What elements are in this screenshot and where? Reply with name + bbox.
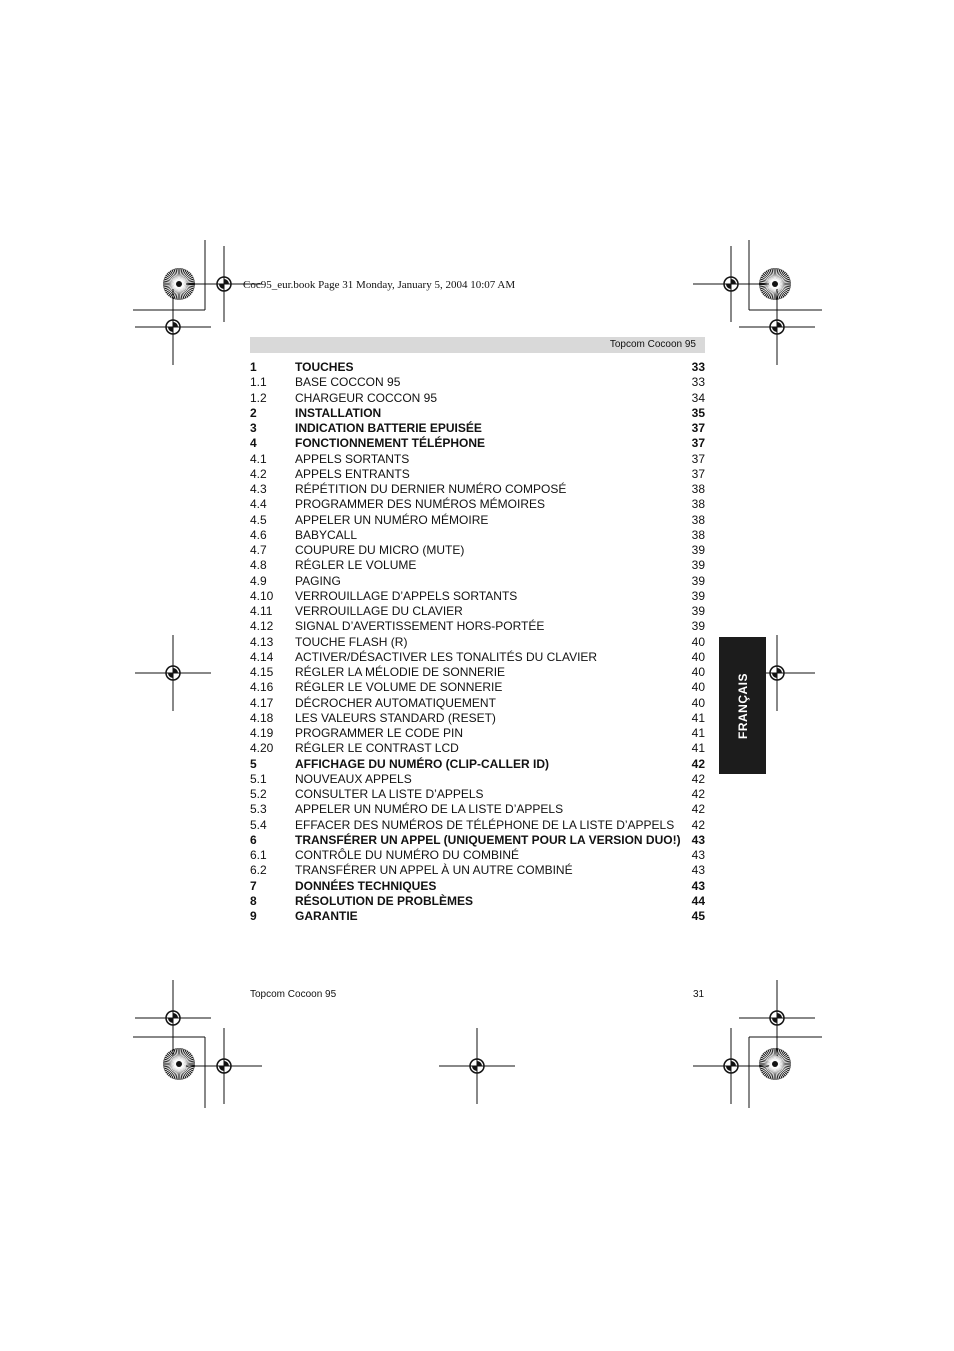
toc-entry-page: 41 bbox=[691, 726, 705, 740]
crosshair-mark bbox=[739, 980, 815, 1056]
toc-entry-title: APPELER UN NUMÉRO MÉMOIRE bbox=[295, 512, 489, 527]
toc-entry[interactable] bbox=[250, 650, 705, 665]
toc-entry-title: DONNÉES TECHNIQUES bbox=[295, 878, 437, 893]
toc-entry[interactable] bbox=[250, 635, 705, 650]
toc-entry-page: 37 bbox=[691, 436, 705, 451]
toc-entry-page: 34 bbox=[691, 390, 705, 405]
toc-entry-page: 37 bbox=[691, 451, 705, 466]
toc-entry-number: 4.2 bbox=[250, 466, 267, 481]
toc-entry-number: 1.1 bbox=[250, 375, 267, 390]
toc-entry-page: 43 bbox=[691, 878, 705, 893]
toc-entry[interactable] bbox=[250, 467, 705, 482]
starburst-mark bbox=[759, 1048, 791, 1080]
toc-entry-number: 4.3 bbox=[250, 482, 267, 496]
toc-entry-title: PAGING bbox=[295, 573, 341, 588]
toc-entry-number: 2 bbox=[250, 405, 257, 420]
toc-entry-number: 5 bbox=[250, 756, 257, 771]
toc-entry-number: 4.5 bbox=[250, 512, 267, 527]
toc-entry-title: RÉGLER LE CONTRAST LCD bbox=[295, 741, 459, 756]
crosshair-mark bbox=[186, 1028, 262, 1104]
toc-entry-number: 8 bbox=[250, 893, 257, 908]
toc-entry[interactable] bbox=[250, 604, 705, 619]
toc-entry-number: 4.15 bbox=[250, 665, 274, 679]
toc-entry-page: 38 bbox=[691, 482, 705, 496]
toc-entry-title: TRANSFÉRER UN APPEL À UN AUTRE COMBINÉ bbox=[295, 863, 573, 878]
toc-entry[interactable] bbox=[250, 757, 705, 772]
toc-entry[interactable] bbox=[250, 482, 705, 497]
running-header bbox=[250, 337, 705, 353]
toc-entry-page: 38 bbox=[691, 527, 705, 542]
toc-entry-number: 6 bbox=[250, 832, 257, 847]
toc-entry-number: 4.4 bbox=[250, 497, 267, 512]
toc-entry[interactable] bbox=[250, 619, 705, 634]
toc-entry-title: RÉGLER LE VOLUME bbox=[295, 558, 417, 573]
toc-entry-page: 37 bbox=[691, 421, 705, 435]
toc-entry-page: 39 bbox=[691, 543, 705, 557]
toc-entry-number: 7 bbox=[250, 878, 257, 893]
toc-entry-page: 42 bbox=[691, 787, 705, 801]
toc-entry[interactable] bbox=[250, 909, 705, 924]
toc-entry-number: 4.10 bbox=[250, 588, 274, 603]
footer-page-number: 31 bbox=[693, 989, 705, 1000]
crosshair-mark bbox=[135, 635, 211, 711]
toc-entry[interactable] bbox=[250, 574, 705, 589]
toc-entry-title: TOUCHE FLASH (R) bbox=[295, 634, 408, 649]
crosshair-mark bbox=[135, 289, 211, 365]
toc-entry[interactable] bbox=[250, 696, 705, 711]
toc-entry[interactable] bbox=[250, 863, 705, 878]
toc-entry-title: SIGNAL D’AVERTISSEMENT HORS-PORTÉE bbox=[295, 619, 545, 634]
toc-entry[interactable] bbox=[250, 513, 705, 528]
toc-entry-number: 4.6 bbox=[250, 527, 267, 542]
toc-entry-title: RÉGLER LA MÉLODIE DE SONNERIE bbox=[295, 665, 506, 679]
toc-entry-number: 5.2 bbox=[250, 787, 267, 801]
language-tab bbox=[719, 637, 766, 774]
toc-entry-page: 43 bbox=[691, 832, 705, 847]
toc-entry[interactable] bbox=[250, 818, 705, 833]
toc-entry-number: 5.1 bbox=[250, 771, 267, 786]
toc-entry-number: 1 bbox=[250, 360, 257, 374]
toc-entry-title: PROGRAMMER DES NUMÉROS MÉMOIRES bbox=[295, 497, 546, 512]
toc-entry-title: VERROUILLAGE D’APPELS SORTANTS bbox=[295, 588, 518, 603]
footer-product-name: Topcom Cocoon 95 bbox=[250, 989, 337, 1000]
toc-entry-number: 4.14 bbox=[250, 649, 274, 664]
toc-entry-number: 5.4 bbox=[250, 817, 267, 832]
toc-entry-title: FONCTIONNEMENT TÉLÉPHONE bbox=[295, 436, 486, 451]
toc-entry-page: 42 bbox=[691, 817, 705, 832]
crosshair-mark bbox=[135, 980, 211, 1056]
toc-entry-page: 38 bbox=[691, 512, 705, 527]
toc-entry-title: COUPURE DU MICRO (MUTE) bbox=[295, 543, 465, 557]
header-product-name: Topcom Cocoon 95 bbox=[609, 339, 696, 350]
toc-entry[interactable] bbox=[250, 848, 705, 863]
toc-entry[interactable] bbox=[250, 726, 705, 741]
crosshair-mark bbox=[439, 1028, 515, 1104]
toc-entry-title: BABYCALL bbox=[295, 527, 358, 542]
crosshair-mark bbox=[739, 289, 815, 365]
toc-entry-page: 40 bbox=[691, 634, 705, 649]
toc-entry-number: 9 bbox=[250, 909, 257, 923]
toc-entry-page: 39 bbox=[691, 604, 705, 618]
toc-entry-page: 40 bbox=[691, 649, 705, 664]
toc-entry-title: APPELS ENTRANTS bbox=[295, 466, 410, 481]
toc-entry-title: RÉSOLUTION DE PROBLÈMES bbox=[295, 893, 474, 908]
toc-entry-page: 35 bbox=[691, 405, 705, 420]
toc-entry[interactable] bbox=[250, 543, 705, 558]
toc-entry-title: APPELER UN NUMÉRO DE LA LISTE D’APPELS bbox=[295, 802, 564, 817]
toc-entry-title: LES VALEURS STANDARD (RESET) bbox=[295, 710, 496, 725]
toc-entry-number: 4.16 bbox=[250, 680, 274, 695]
toc-entry-page: 40 bbox=[691, 680, 705, 695]
toc-entry-title: INSTALLATION bbox=[295, 405, 382, 420]
print-info-line: Coc95_eur.book Page 31 Monday, January 5, 2004 10:07 AM bbox=[243, 279, 516, 291]
toc-entry-title: GARANTIE bbox=[295, 909, 358, 923]
toc-entry-title: TRANSFÉRER UN APPEL (UNIQUEMENT POUR LA VERSION DUO!) bbox=[295, 832, 681, 847]
toc-entry-page: 41 bbox=[691, 741, 705, 756]
toc-entry-page: 43 bbox=[691, 863, 705, 878]
crosshair-mark bbox=[693, 246, 769, 322]
toc-entry-title: ACTIVER/DÉSACTIVER LES TONALITÉS DU CLAVIER bbox=[295, 649, 598, 664]
toc-entry[interactable] bbox=[250, 375, 705, 390]
toc-entry-number: 4.7 bbox=[250, 543, 267, 557]
toc-entry-number: 1.2 bbox=[250, 390, 267, 405]
toc-entry-page: 41 bbox=[691, 710, 705, 725]
toc-entry[interactable] bbox=[250, 680, 705, 695]
toc-entry[interactable] bbox=[250, 833, 705, 848]
toc-entry-title: CONTRÔLE DU NUMÉRO DU COMBINÉ bbox=[295, 848, 520, 862]
toc-entry-number: 5.3 bbox=[250, 802, 267, 817]
starburst-mark bbox=[163, 1048, 195, 1080]
toc-entry-page: 43 bbox=[691, 848, 705, 862]
toc-entry-number: 4.9 bbox=[250, 573, 267, 588]
toc-entry-number: 4.13 bbox=[250, 634, 274, 649]
toc-entry-title: APPELS SORTANTS bbox=[295, 451, 410, 466]
toc-entry-number: 4.11 bbox=[250, 604, 273, 618]
toc-entry-number: 4.8 bbox=[250, 558, 267, 573]
toc-entry-number: 4.19 bbox=[250, 726, 274, 740]
toc-entry[interactable] bbox=[250, 452, 705, 467]
language-tab-label: FRANÇAIS bbox=[735, 672, 750, 739]
toc-entry-title: RÉPÉTITION DU DERNIER NUMÉRO COMPOSÉ bbox=[295, 482, 567, 496]
toc-entry-page: 33 bbox=[691, 360, 705, 374]
toc-entry[interactable] bbox=[250, 406, 705, 421]
toc-entry[interactable] bbox=[250, 711, 705, 726]
toc-entry[interactable] bbox=[250, 802, 705, 817]
toc-entry[interactable] bbox=[250, 894, 705, 909]
toc-entry-page: 42 bbox=[691, 756, 705, 771]
toc-entry-title: VERROUILLAGE DU CLAVIER bbox=[295, 604, 463, 618]
toc-entry[interactable] bbox=[250, 497, 705, 512]
toc-entry-number: 4.17 bbox=[250, 695, 274, 710]
toc-entry-page: 40 bbox=[691, 665, 705, 679]
table-of-contents bbox=[250, 360, 705, 924]
toc-entry-number: 4 bbox=[250, 436, 257, 451]
toc-entry-page: 45 bbox=[691, 909, 705, 923]
toc-entry-title: AFFICHAGE DU NUMÉRO (CLIP-CALLER ID) bbox=[295, 756, 549, 771]
toc-entry-title: NOUVEAUX APPELS bbox=[295, 771, 412, 786]
toc-entry[interactable] bbox=[250, 360, 705, 375]
toc-entry-title: BASE COCCON 95 bbox=[295, 375, 401, 390]
toc-entry[interactable] bbox=[250, 589, 705, 604]
toc-entry[interactable] bbox=[250, 436, 705, 451]
toc-entry[interactable] bbox=[250, 391, 705, 406]
toc-entry-page: 40 bbox=[691, 695, 705, 710]
toc-entry-number: 4.12 bbox=[250, 619, 274, 634]
toc-entry[interactable] bbox=[250, 421, 705, 436]
toc-entry-page: 42 bbox=[691, 771, 705, 786]
toc-entry-title: DÉCROCHER AUTOMATIQUEMENT bbox=[295, 695, 496, 710]
toc-entry[interactable] bbox=[250, 787, 705, 802]
toc-entry-title: RÉGLER LE VOLUME DE SONNERIE bbox=[295, 680, 503, 695]
toc-entry-title: INDICATION BATTERIE EPUISÉE bbox=[295, 421, 482, 435]
toc-entry-title: TOUCHES bbox=[295, 360, 354, 374]
toc-entry[interactable] bbox=[250, 772, 705, 787]
toc-entry-number: 6.2 bbox=[250, 863, 267, 878]
toc-entry[interactable] bbox=[250, 528, 705, 543]
toc-entry-title: CONSULTER LA LISTE D’APPELS bbox=[295, 787, 484, 801]
toc-entry[interactable] bbox=[250, 665, 705, 680]
toc-entry-number: 4.18 bbox=[250, 710, 274, 725]
toc-entry[interactable] bbox=[250, 741, 705, 756]
toc-entry-page: 39 bbox=[691, 573, 705, 588]
toc-entry-page: 42 bbox=[691, 802, 705, 817]
toc-entry[interactable] bbox=[250, 879, 705, 894]
toc-entry-page: 39 bbox=[691, 558, 705, 573]
toc-entry-page: 39 bbox=[691, 619, 705, 634]
toc-entry-page: 38 bbox=[691, 497, 705, 512]
toc-entry-title: EFFACER DES NUMÉROS DE TÉLÉPHONE DE LA LISTE D’APPELS bbox=[295, 817, 675, 832]
toc-entry-title: CHARGEUR COCCON 95 bbox=[295, 390, 438, 405]
toc-entry-title: PROGRAMMER LE CODE PIN bbox=[295, 726, 464, 740]
crosshair-mark bbox=[693, 1028, 769, 1104]
toc-entry-number: 4.20 bbox=[250, 741, 274, 756]
toc-entry-page: 44 bbox=[691, 893, 705, 908]
toc-entry-page: 39 bbox=[691, 588, 705, 603]
toc-entry-number: 4.1 bbox=[250, 451, 267, 466]
toc-entry[interactable] bbox=[250, 558, 705, 573]
toc-entry-number: 6.1 bbox=[250, 848, 267, 862]
toc-entry-page: 33 bbox=[691, 375, 705, 390]
toc-entry-number: 3 bbox=[250, 421, 257, 435]
toc-entry-page: 37 bbox=[691, 466, 705, 481]
